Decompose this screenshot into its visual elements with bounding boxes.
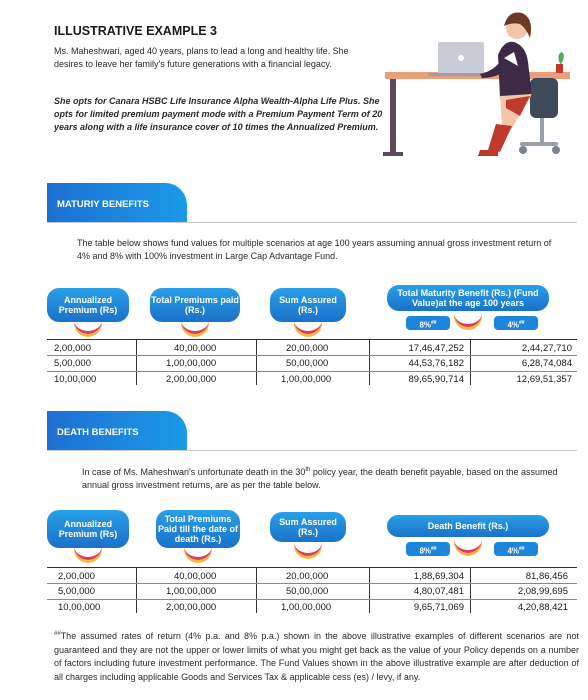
table-cell: 2,00,00,000 [166, 374, 217, 385]
death-benefits-tab: DEATH BENEFITS [47, 411, 187, 451]
death-row-rule [47, 583, 577, 584]
table-cell: 81,86,456 [525, 571, 568, 582]
death-section-divider [47, 450, 577, 451]
smile-decoration [454, 539, 482, 553]
maturity-row-rule [47, 371, 577, 372]
table-cell: 20,00,000 [286, 343, 329, 354]
table-cell: 20,00,000 [286, 571, 329, 582]
rate-8-label: 8% [419, 320, 431, 330]
footnote-mark: ## [54, 631, 61, 637]
table-cell: 12,69,51,357 [516, 374, 572, 385]
table-cell: 6,28,74,084 [521, 358, 572, 369]
table-cell: 50,00,000 [286, 586, 329, 597]
rate-8-chip [406, 316, 450, 330]
death-header-death-benefit: Death Benefit (Rs.) [387, 515, 549, 537]
table-cell: 9,65,71,069 [413, 602, 464, 613]
column-separator [470, 568, 471, 613]
rate-4-label: 4% [507, 546, 519, 556]
table-cell: 4,20,88,421 [517, 602, 568, 613]
table-cell: 1,00,00,000 [166, 358, 217, 369]
table-cell: 17,46,47,252 [408, 343, 464, 354]
rate-4-chip [494, 316, 538, 330]
table-cell: 5,00,000 [54, 358, 91, 369]
table-cell: 10,00,000 [58, 602, 101, 613]
maturity-row-rule [47, 355, 577, 356]
death-row-rule [47, 599, 577, 600]
table-cell: 2,00,00,000 [166, 602, 217, 613]
column-separator [369, 568, 370, 613]
rate-4-label: 4% [507, 320, 519, 330]
table-cell: 2,00,000 [54, 343, 91, 354]
column-separator [369, 340, 370, 385]
table-cell: 50,00,000 [286, 358, 329, 369]
death-header-annualized-premium: Annualized Premium (Rs) [47, 510, 129, 548]
column-separator [256, 568, 257, 613]
rate-8-chip [406, 542, 450, 556]
smile-decoration [454, 313, 482, 327]
maturity-header-total-premiums: Total Premiums paid (Rs.) [150, 288, 240, 322]
rate-4-mark: ## [519, 546, 525, 552]
maturity-header-annualized-premium: Annualized Premium (Rs) [47, 288, 129, 322]
woman-at-desk-illustration [380, 0, 580, 165]
table-cell: 1,00,00,000 [281, 602, 332, 613]
column-separator [136, 340, 137, 385]
rate-8-mark: ## [431, 546, 437, 552]
smile-decoration [294, 542, 322, 556]
table-cell: 5,00,000 [58, 586, 95, 597]
table-cell: 40,00,000 [174, 343, 217, 354]
table-cell: 2,44,27,710 [521, 343, 572, 354]
rate-8-label: 8% [419, 546, 431, 556]
column-separator [470, 340, 471, 385]
plan-description: She opts for Canara HSBC Life Insurance Alpha Wealth-Alpha Life Plus. She opts for limited premium payment mode with a Premium Payment Term of 20 years along with a life insurance cover of 10 times the Annualized Premium. [54, 96, 383, 132]
table-cell: 2,08,99,695 [517, 586, 568, 597]
maturity-benefits-tab: MATURIY BENEFITS [47, 183, 187, 223]
table-cell: 1,00,00,000 [281, 374, 332, 385]
death-description-text: policy year, the death benefit payable, based on the assumed annual gross investment returns, are as per the table below. [82, 467, 558, 490]
maturity-section-divider [47, 222, 577, 223]
table-cell: 1,88,69,304 [413, 571, 464, 582]
column-separator [256, 340, 257, 385]
maturity-header-total-benefit: Total Maturity Benefit (Rs.) (Fund Value)at the age 100 years [387, 285, 549, 311]
smile-decoration [74, 546, 102, 560]
rate-8-mark: ## [431, 320, 437, 326]
table-cell: 2,00,000 [58, 571, 95, 582]
table-cell: 10,00,000 [54, 374, 97, 385]
table-cell: 4,80,07,481 [413, 586, 464, 597]
rate-4-chip [494, 542, 538, 556]
smile-decoration [181, 320, 209, 334]
column-separator [136, 568, 137, 613]
smile-decoration [294, 320, 322, 334]
intro-text: Ms. Maheshwari, aged 40 years, plans to lead a long and healthy life. She desires to leave her family's future generations with a financial legacy. [54, 46, 349, 69]
rate-4-mark: ## [519, 320, 525, 326]
table-cell: 89,65,90,714 [408, 374, 464, 385]
smile-decoration [184, 546, 212, 560]
smile-decoration [74, 320, 102, 334]
table-cell: 40,00,000 [174, 571, 217, 582]
ordinal-suffix: th [305, 467, 311, 473]
death-description-text: In case of Ms. Maheshwari's unfortunate death in the 30 [82, 467, 306, 477]
table-cell: 1,00,00,000 [166, 586, 217, 597]
table-cell: 44,53,76,182 [408, 358, 464, 369]
death-header-sum-assured: Sum Assured (Rs.) [270, 512, 346, 542]
maturity-header-sum-assured: Sum Assured (Rs.) [270, 288, 346, 322]
footnote-text: The assumed rates of return (4% p.a. and 8% p.a.) shown in the above illustrative examples of different scenarios are not guaranteed and they are not the upper or lower limits of what you might get back as the value of your Policy depends on a number of factors including future investment performance. The Fund Values shown in the above illustrative example are after deduction of all charges including applicable Goods and Services Tax & applicable cess (es) / levy, if any. [54, 631, 579, 682]
death-table-top-rule [47, 567, 577, 568]
maturity-table-top-rule [47, 339, 577, 340]
footnote [54, 628, 579, 684]
death-header-total-premiums: Total Premiums Paid till the date of death (Rs.) [156, 510, 240, 548]
example-title: ILLUSTRATIVE EXAMPLE 3 [54, 24, 217, 38]
death-description [82, 464, 570, 492]
maturity-description: The table below shows fund values for multiple scenarios at age 100 years assuming annual gross investment return of 4% and 8% with 100% investment in Large Cap Advantage Fund. [77, 238, 552, 261]
